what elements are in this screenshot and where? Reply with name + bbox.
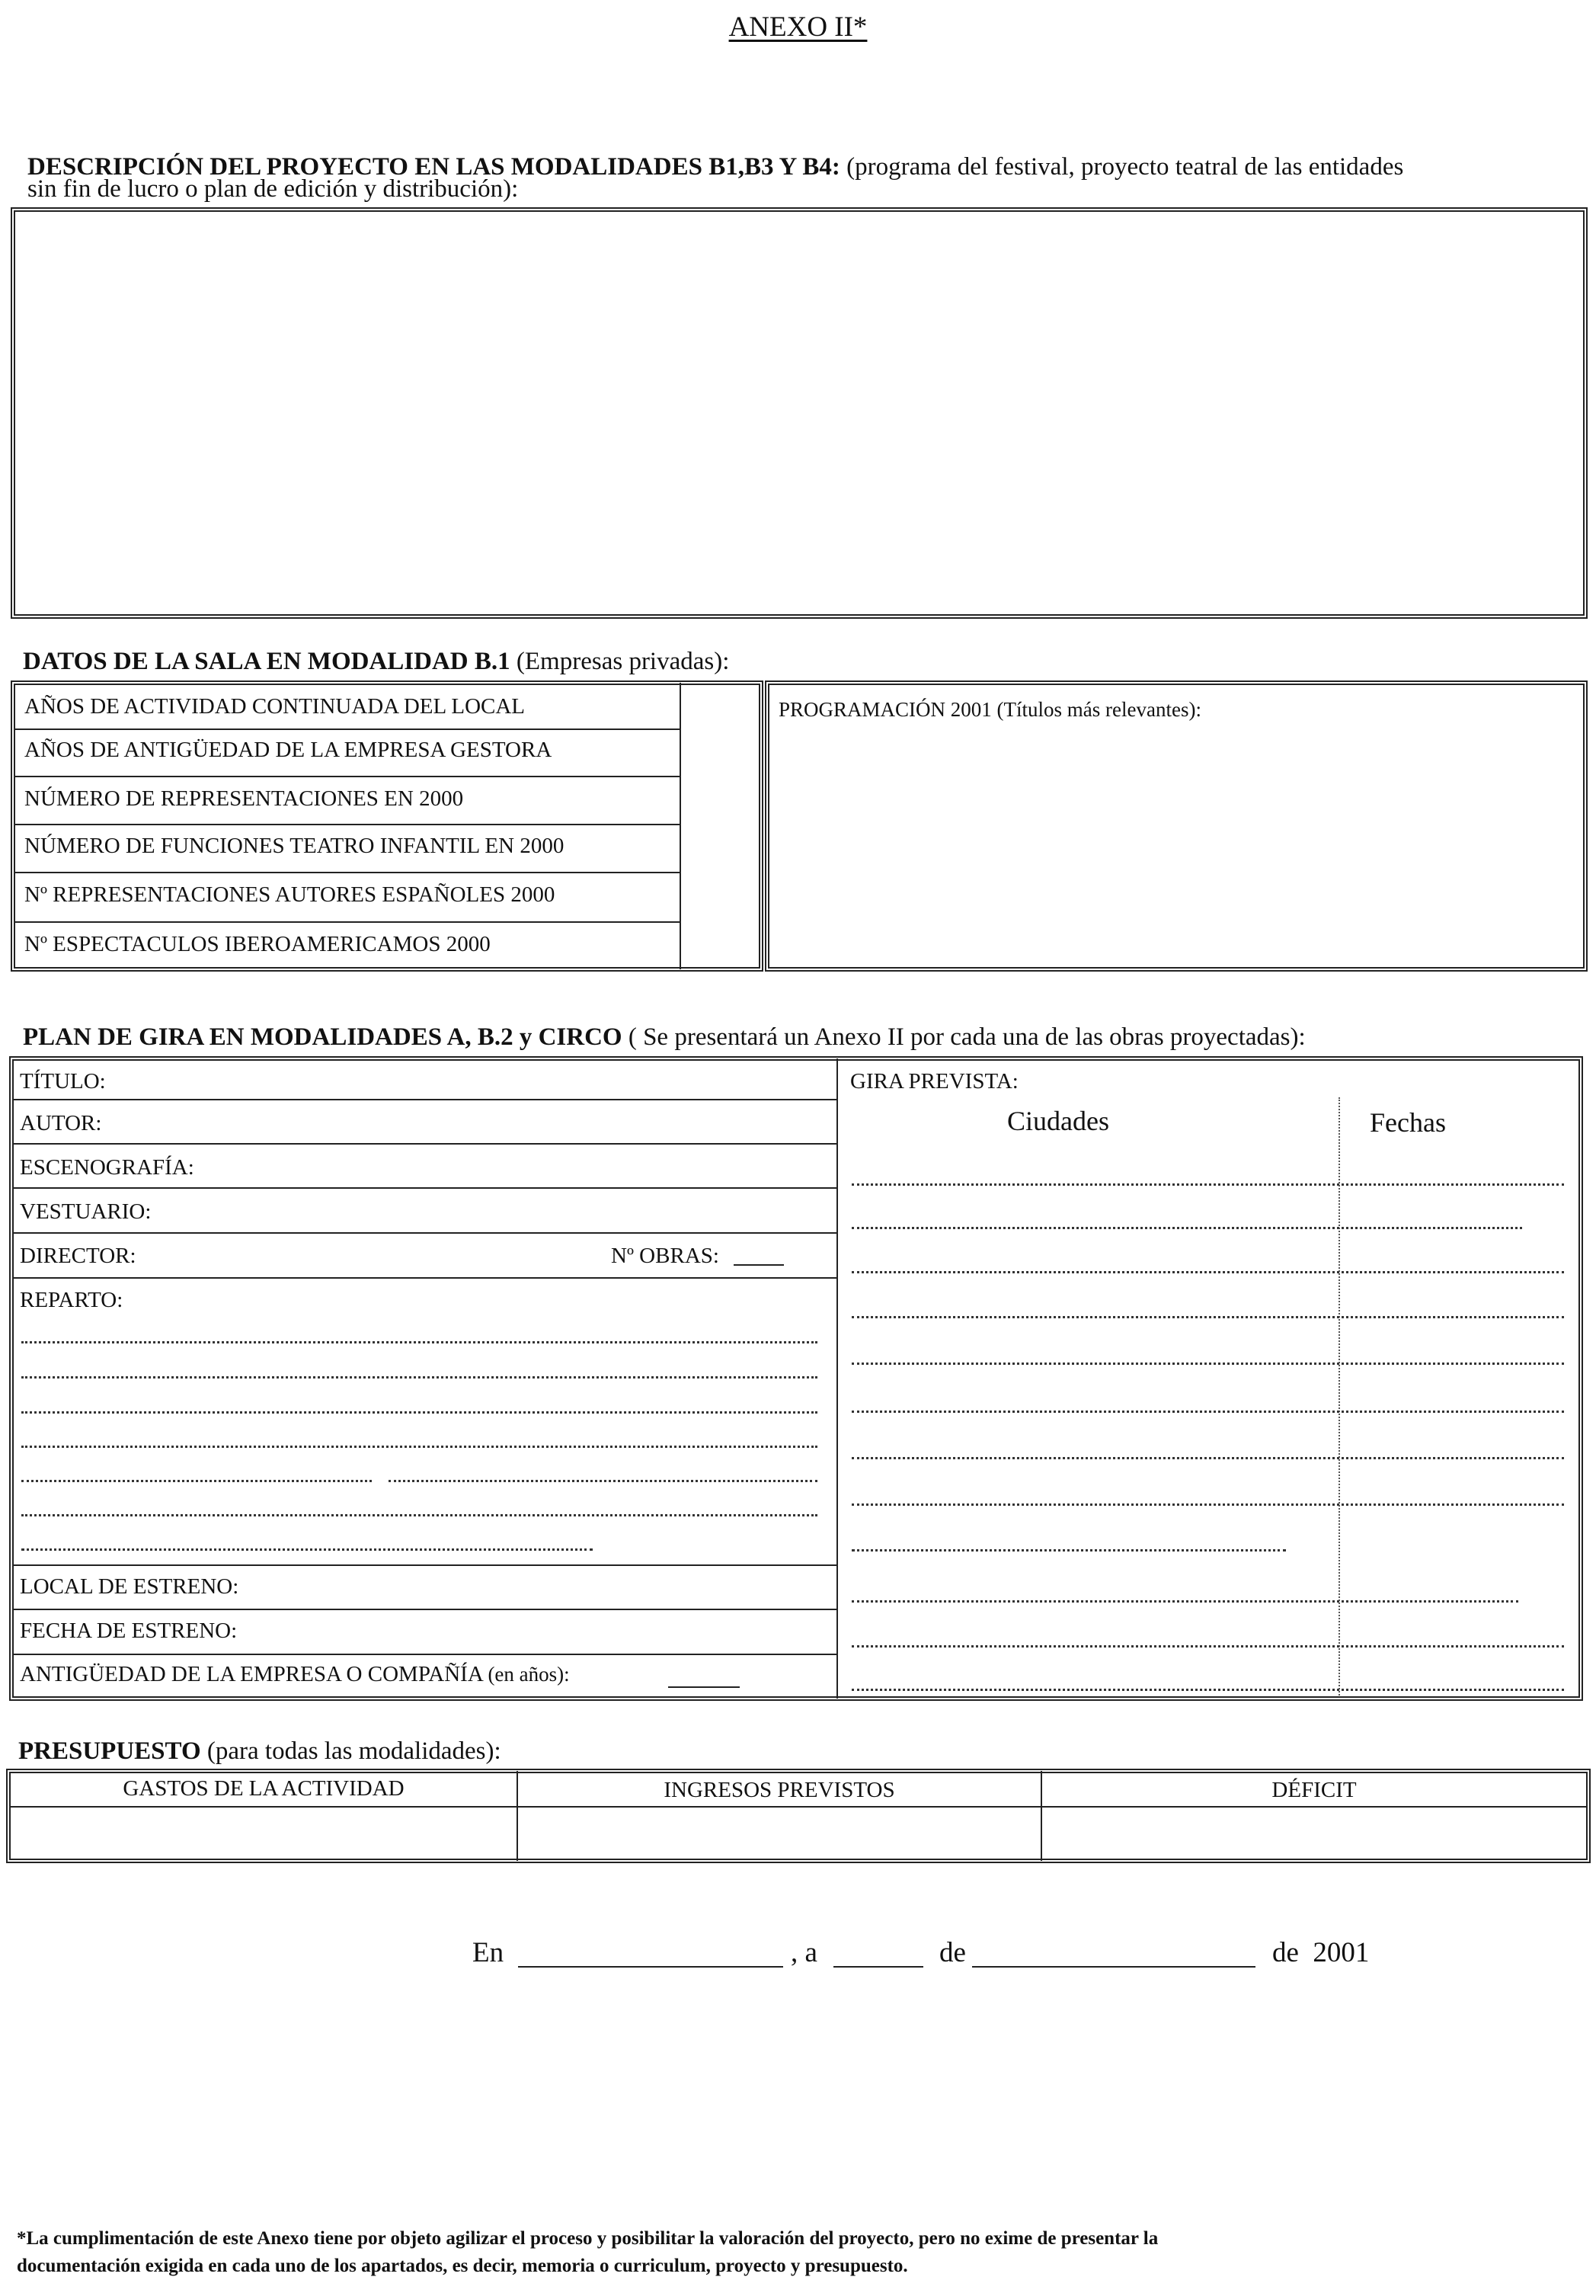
escenografia-label: ESCENOGRAFÍA: — [20, 1155, 194, 1180]
gira-entry-line[interactable] — [852, 1600, 1518, 1603]
gira-entry-line[interactable] — [852, 1227, 1522, 1229]
footer-line-2: documentación exigida en cada uno de los apartados, es decir, memoria o curriculum, proyecto y presupuesto. — [17, 2256, 908, 2277]
gira-row-line — [14, 1564, 836, 1566]
presupuesto-heading-line — [18, 1739, 501, 1764]
sala-row-label: NÚMERO DE REPRESENTACIONES EN 2000 — [24, 786, 464, 811]
signature-year: de 2001 — [1272, 1937, 1370, 1968]
gastos-header: GASTOS DE LA ACTIVIDAD — [123, 1776, 405, 1801]
sala-row-line — [15, 921, 680, 923]
n-obras-field[interactable] — [734, 1264, 784, 1266]
reparto-line[interactable] — [21, 1341, 817, 1343]
gira-table — [9, 1056, 1583, 1701]
fechas-header: Fechas — [1370, 1107, 1446, 1138]
gira-entry-line[interactable] — [852, 1316, 1564, 1318]
reparto-line[interactable] — [21, 1480, 372, 1482]
antiguedad-label-line — [20, 1664, 570, 1686]
antiguedad-field[interactable] — [668, 1686, 740, 1688]
presupuesto-heading: PRESUPUESTO — [18, 1737, 201, 1765]
sala-row-label: NÚMERO DE FUNCIONES TEATRO INFANTIL EN 2000 — [24, 834, 565, 858]
n-obras-label: Nº OBRAS: — [611, 1244, 719, 1268]
deficit-header: DÉFICIT — [1271, 1778, 1357, 1802]
gira-divider — [836, 1058, 838, 1699]
footer-note — [17, 2225, 1578, 2281]
gira-row-line — [14, 1609, 836, 1610]
sala-divider — [680, 683, 681, 969]
ciudades-header: Ciudades — [1007, 1106, 1109, 1136]
gira-row-line — [14, 1143, 836, 1145]
gira-entry-line[interactable] — [852, 1411, 1564, 1413]
reparto-line[interactable] — [21, 1548, 593, 1551]
sala-heading: DATOS DE LA SALA EN MODALIDAD B.1 — [23, 648, 510, 675]
reparto-line[interactable] — [21, 1376, 817, 1379]
gastos-field[interactable] — [14, 1809, 515, 1858]
signature-a: , a — [791, 1937, 817, 1968]
gira-entry-line[interactable] — [852, 1689, 1564, 1691]
titulo-label: TÍTULO: — [20, 1069, 106, 1094]
day-field[interactable] — [833, 1966, 923, 1968]
director-label: DIRECTOR: — [20, 1244, 136, 1268]
descripcion-desc-1: (programa del festival, proyecto teatral de las entidades — [846, 153, 1404, 181]
gira-prevista-label: GIRA PREVISTA: — [850, 1069, 1019, 1094]
presupuesto-header-line — [11, 1806, 1586, 1808]
reparto-label: REPARTO: — [20, 1288, 123, 1312]
sala-row-label: Nº ESPECTACULOS IBEROAMERICAMOS 2000 — [24, 932, 491, 956]
antiguedad-unit: (en años): — [488, 1663, 570, 1686]
signature-en: En — [472, 1937, 504, 1968]
month-field[interactable] — [972, 1966, 1255, 1968]
programacion-box[interactable] — [765, 680, 1588, 972]
ingresos-field[interactable] — [520, 1809, 1039, 1858]
presupuesto-sub: (para todas las modalidades): — [206, 1737, 501, 1765]
descripcion-heading: DESCRIPCIÓN DEL PROYECTO EN LAS MODALIDADES B1,B3 Y B4: — [27, 153, 840, 181]
ingresos-header: INGRESOS PREVISTOS — [664, 1778, 895, 1802]
page-title: ANEXO II* — [728, 11, 868, 43]
deficit-field[interactable] — [1044, 1809, 1585, 1858]
sala-row-line — [15, 872, 680, 873]
autor-label: AUTOR: — [20, 1111, 102, 1135]
descripcion-box[interactable] — [11, 207, 1588, 619]
signature-de: de — [939, 1937, 966, 1968]
antiguedad-label: ANTIGÜEDAD DE LA EMPRESA O COMPAÑÍA — [20, 1662, 483, 1686]
gira-row-line — [14, 1232, 836, 1234]
sala-row-label: AÑOS DE ACTIVIDAD CONTINUADA DEL LOCAL — [24, 694, 526, 719]
sala-table — [11, 680, 763, 972]
sala-row-label: Nº REPRESENTACIONES AUTORES ESPAÑOLES 2000 — [24, 882, 555, 907]
gira-row-line — [14, 1277, 836, 1279]
reparto-line[interactable] — [389, 1480, 817, 1482]
gira-entry-line[interactable] — [852, 1503, 1564, 1506]
gira-entry-line[interactable] — [852, 1363, 1564, 1365]
gira-row-line — [14, 1187, 836, 1189]
gira-entry-line[interactable] — [852, 1645, 1564, 1648]
vestuario-label: VESTUARIO: — [20, 1199, 152, 1224]
sala-row-line — [15, 729, 680, 730]
gira-heading: PLAN DE GIRA EN MODALIDADES A, B.2 y CIRCO — [23, 1023, 622, 1051]
gira-row-line — [14, 1654, 836, 1655]
gira-sub: ( Se presentará un Anexo II por cada una de las obras proyectadas): — [628, 1023, 1306, 1051]
programacion-label: PROGRAMACIÓN 2001 (Títulos más relevantes): — [779, 698, 1201, 721]
reparto-line[interactable] — [21, 1446, 817, 1448]
sala-sub: (Empresas privadas): — [516, 648, 730, 675]
gira-entry-line[interactable] — [852, 1183, 1564, 1186]
descripcion-desc-2: sin fin de lucro o plan de edición y distribución): — [27, 175, 519, 203]
sala-heading-line — [23, 649, 729, 674]
gira-entry-line[interactable] — [852, 1271, 1564, 1273]
gira-heading-line — [23, 1025, 1306, 1050]
reparto-line[interactable] — [21, 1514, 817, 1516]
gira-column-divider — [1339, 1097, 1340, 1696]
footer-line-1: *La cumplimentación de este Anexo tiene por objeto agilizar el proceso y posibilitar la valoración del proyecto, pero no exime de presentar la — [17, 2228, 1159, 2249]
place-field[interactable] — [518, 1966, 783, 1968]
gira-entry-line[interactable] — [852, 1457, 1564, 1459]
local-estreno-label: LOCAL DE ESTRENO: — [20, 1574, 239, 1599]
sala-row-line — [15, 824, 680, 825]
gira-row-line — [14, 1099, 836, 1100]
reparto-line[interactable] — [21, 1411, 817, 1414]
sala-row-label: AÑOS DE ANTIGÜEDAD DE LA EMPRESA GESTORA — [24, 738, 552, 762]
sala-row-line — [15, 776, 680, 777]
fecha-estreno-label: FECHA DE ESTRENO: — [20, 1619, 238, 1643]
gira-entry-line[interactable] — [852, 1549, 1286, 1551]
